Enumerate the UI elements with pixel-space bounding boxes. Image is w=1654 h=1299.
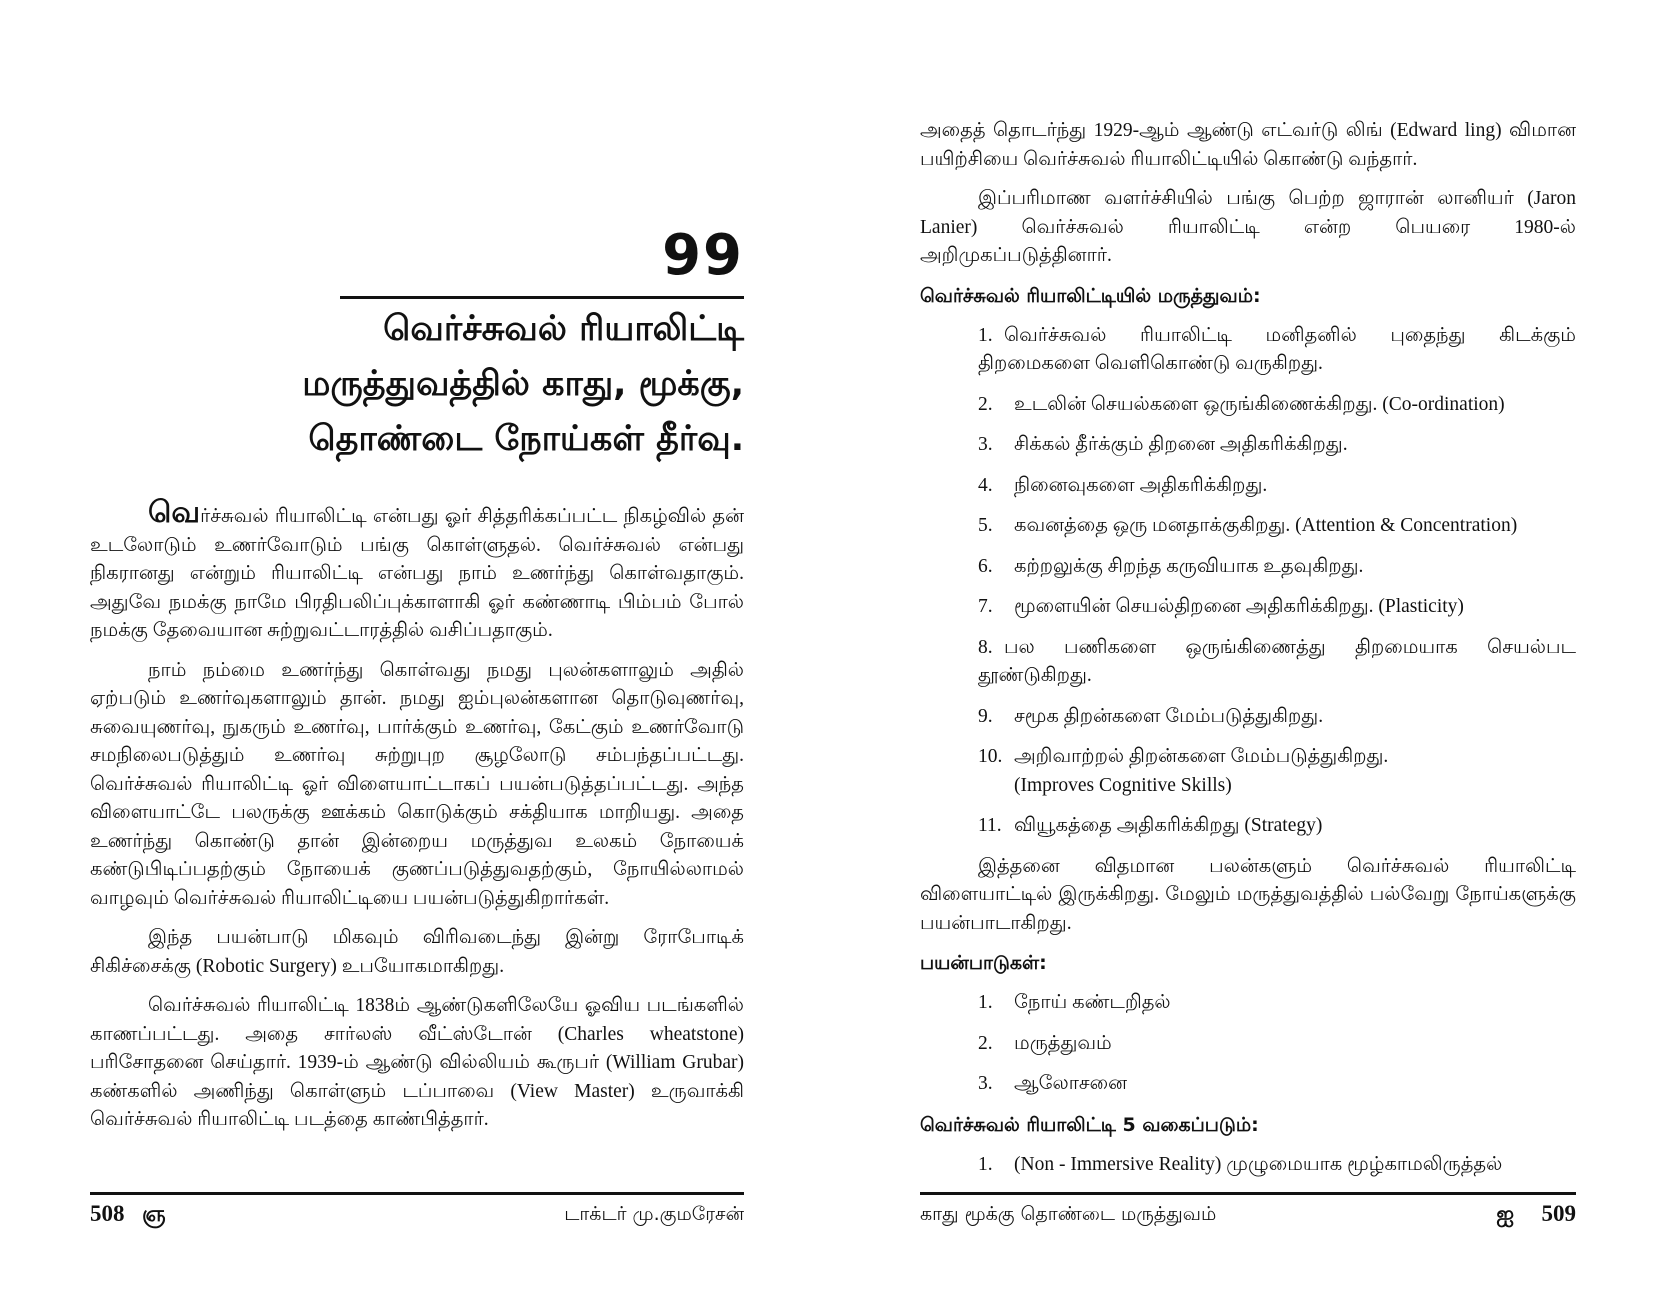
uses-list: [920, 989, 1576, 1099]
footer-rule: [90, 1192, 744, 1195]
list-number: 4.: [978, 474, 993, 496]
list-item: [920, 1151, 1576, 1180]
ornament-glyph: ஐ: [1496, 1201, 1514, 1226]
list-number: 6.: [978, 555, 993, 577]
body-paragraph: இந்த பயன்பாடு மிகவும் விரிவடைந்து இன்று ரோபோடிக் சிகிச்சைக்கு (Robotic Surgery) உபயோகமாகிறது.: [90, 927, 744, 977]
body-paragraph: இத்தனை விதமான பலன்களும் வெர்ச்சுவல் ரியாலிட்டி விளையாட்டில் இருக்கிறது. மேலும் மருத்துவத்தில் பல்வேறு நோய்களுக்கு பயன்பாடாகிறது.: [920, 855, 1576, 934]
list-item: [920, 634, 1576, 691]
list-text: வெர்ச்சுவல் ரியாலிட்டி மனிதனில் புதைந்து கிடக்கும் திறமைகளை வெளிகொண்டு வருகிறது.: [978, 324, 1576, 374]
drop-cap: வெ: [148, 495, 201, 530]
list-item: [920, 472, 1576, 501]
list-number: 7.: [978, 596, 993, 617]
list-text: நினைவுகளை அதிகரிக்கிறது.: [1014, 474, 1268, 496]
benefits-list: [920, 322, 1576, 841]
list-number: 10.: [978, 746, 1003, 767]
list-number: 11.: [978, 815, 1002, 836]
list-number: 1.: [978, 992, 993, 1013]
list-text: சமூக திறன்களை மேம்படுத்துகிறது.: [1014, 705, 1324, 727]
list-item: [920, 703, 1576, 732]
list-item: [920, 743, 1576, 800]
list-item: [920, 593, 1576, 622]
list-number: 1.: [978, 324, 993, 346]
list-item: [920, 812, 1576, 841]
left-footer: [90, 1198, 744, 1230]
list-number: 3.: [978, 1073, 993, 1094]
page-number: 509: [1541, 1201, 1576, 1226]
running-footer: டாக்டர் மு.குமரேசன்: [564, 1203, 744, 1225]
section-heading: வெர்ச்சுவல் ரியாலிட்டி 5 வகைப்படும்:: [920, 1113, 1259, 1136]
list-text: அறிவாற்றல் திறன்களை மேம்படுத்துகிறது.: [1014, 746, 1389, 767]
list-item: [920, 512, 1576, 541]
page-number: 508: [90, 1201, 125, 1226]
title-rule: [340, 296, 744, 299]
list-number: 2.: [978, 1032, 993, 1054]
list-text: கவனத்தை ஒரு மனதாக்குகிறது. (Attention & Concentration): [1014, 515, 1518, 536]
list-text: (Non - Immersive Reality) முழுமையாக மூழ்காமலிருத்தல்: [1014, 1153, 1503, 1175]
list-text: சிக்கல் தீர்க்கும் திறனை அதிகரிக்கிறது.: [1014, 434, 1348, 455]
list-text: கற்றலுக்கு சிறந்த கருவியாக உதவுகிறது.: [1014, 555, 1364, 577]
list-item: [920, 989, 1576, 1018]
footer-rule: [920, 1192, 1576, 1195]
list-number: 1.: [978, 1153, 993, 1175]
list-number: 5.: [978, 515, 993, 536]
chapter-title-line: தொண்டை நோய்கள் தீர்வு.: [308, 419, 744, 459]
intro-text: ர்ச்சுவல் ரியாலிட்டி என்பது ஓர் சித்தரிக்கப்பட்ட நிகழ்வில் தன் உடலோடும் உணர்வோடும் பங்கு கொள்ளுதல். வெர்ச்சுவல் என்பது நிகரானது என்றும் ரியாலிட்டி என்பது நாம் உணர்ந்து கொள்வதாகும். அதுவே நமக்கு நாமே பிரதிபலிப்புக்காளாகி ஓர் கண்ணாடி பிம்பம் போல் நமக்கு தேவையான சுற்றுவட்டாரத்தில் வசிப்பதாகும்.: [90, 506, 744, 641]
running-footer: காது மூக்கு தொண்டை மருத்துவம்: [920, 1203, 1217, 1225]
chapter-number: 99: [662, 223, 744, 288]
list-item: [920, 1030, 1576, 1059]
list-number: 9.: [978, 705, 993, 727]
body-paragraph: அதைத் தொடர்ந்து 1929-ஆம் ஆண்டு எட்வர்டு லிங் (Edward ling) விமான பயிற்சியை வெர்ச்சுவல் ரியாலிட்டியில் கொண்டு வந்தார்.: [920, 120, 1576, 170]
types-list: [920, 1151, 1576, 1180]
section-heading: பயன்பாடுகள்:: [920, 952, 1047, 974]
body-paragraph: வெர்ச்சுவல் ரியாலிட்டி 1838ம் ஆண்டுகளிலேயே ஓவிய படங்களில் காணப்பட்டது. அதை சார்லஸ் வீட்ஸ்டோன் (Charles wheatstone) பரிசோதனை செய்தார். 1939-ம் ஆண்டு வில்லியம் கூருபர் (William Grubar) கண்களில் அணிந்து கொள்ளும் டப்பாவை (View Master) உருவாக்கி வெர்ச்சுவல் ரியாலிட்டி படத்தை காண்பித்தார்.: [90, 995, 744, 1130]
chapter-title-line: மருத்துவத்தில் காது, மூக்கு,: [302, 364, 744, 404]
list-text: ஆலோசனை: [1014, 1073, 1128, 1094]
list-text: வியூகத்தை அதிகரிக்கிறது (Strategy): [1014, 815, 1323, 836]
chapter-title: [302, 302, 744, 467]
body-paragraph: நாம் நம்மை உணர்ந்து கொள்வது நமது புலன்களாலும் அதில் ஏற்படும் உணர்வுகளாலும் தான். நமது ஐம்புலன்களான தொடுவுணர்வு, சுவையுணர்வு, நுகரும் உணர்வு, பார்க்கும் உணர்வு, கேட்கும் உணர்வோடு சமநிலைபடுத்தும் உணர்வு சுற்றுபுற சூழலோடு சம்பந்தப்பட்டது. வெர்ச்சுவல் ரியாலிட்டி ஓர் விளையாட்டாகப் பயன்படுத்தப்பட்டது. அந்த விளையாட்டே பலருக்கு ஊக்கம் கொடுக்கும் சக்தியாக மாறியது. அதை உணர்ந்து கொண்டு தான் இன்றைய மருத்துவ உலகம் நோயைக் கண்டுபிடிப்பதற்கும் நோயைக் குணப்படுத்துவதற்கும், நோயில்லாமல் வாழவும் வெர்ச்சுவல் ரியாலிட்டியை பயன்படுத்துகிறார்கள்.: [90, 659, 744, 909]
list-item: [920, 431, 1576, 460]
list-text: மருத்துவம்: [1014, 1032, 1112, 1054]
list-text: உடலின் செயல்களை ஒருங்கிணைக்கிறது. (Co-ordination): [1014, 393, 1505, 415]
list-subtext: (Improves Cognitive Skills): [1014, 774, 1232, 796]
list-number: 8.: [978, 636, 993, 658]
ornament-glyph: ஞ: [142, 1201, 166, 1226]
list-item: [920, 1070, 1576, 1099]
left-page: [90, 0, 744, 1299]
right-footer: [920, 1198, 1576, 1230]
list-text: நோய் கண்டறிதல்: [1014, 992, 1171, 1013]
list-number: 2.: [978, 393, 993, 415]
list-number: 3.: [978, 434, 993, 455]
list-text: பல பணிகளை ஒருங்கிணைத்து திறமையாக செயல்பட தூண்டுகிறது.: [978, 636, 1576, 686]
body-paragraph: இப்பரிமாண வளர்ச்சியில் பங்கு பெற்ற ஜாரான் லானியர் (Jaron Lanier) வெர்ச்சுவல் ரியாலிட்டி என்ற பெயரை 1980-ல் அறிமுகப்படுத்தினார்.: [920, 188, 1576, 266]
right-body-text: [920, 117, 1576, 1191]
intro-paragraph: [90, 495, 744, 646]
right-page: [920, 0, 1576, 1299]
list-item: [920, 553, 1576, 582]
chapter-title-line: வெர்ச்சுவல் ரியாலிட்டி: [383, 309, 744, 349]
list-text: மூளையின் செயல்திறனை அதிகரிக்கிறது. (Plasticity): [1014, 596, 1464, 617]
section-heading: வெர்ச்சுவல் ரியாலிட்டியில் மருத்துவம்:: [920, 284, 1261, 307]
left-body-text: [90, 495, 744, 1146]
list-item: [920, 391, 1576, 420]
list-item: [920, 322, 1576, 379]
